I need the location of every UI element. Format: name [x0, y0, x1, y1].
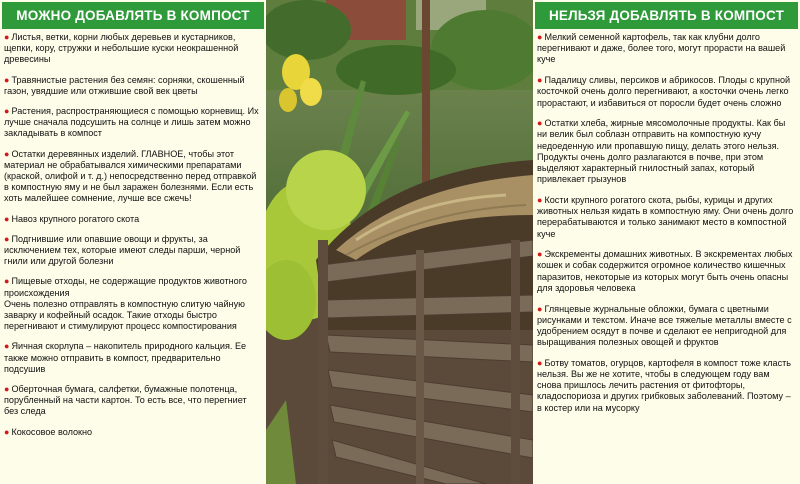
bullet-icon: ●	[537, 75, 543, 86]
allowed-list	[0, 32, 266, 438]
list-item: ● Экскременты домашних животных. В экскрементах любых кошек и собак содержится огромное количество кишечных паразитов, некоторые из которых могут быть очень опасны для здоровья человека	[537, 249, 793, 293]
list-item: ● Подгнившие или опавшие овощи и фрукты, за исключением тех, которые имеют следы парши, черной гнили или другой болезни	[4, 233, 241, 267]
bullet-icon: ●	[4, 426, 10, 437]
compost-heap-photo	[266, 0, 533, 484]
bullet-icon: ●	[4, 148, 10, 159]
list-item: ● Кокосовое волокно	[4, 426, 93, 437]
bullet-icon: ●	[4, 106, 10, 117]
bullet-icon: ●	[537, 32, 543, 42]
allowed-title: МОЖНО ДОБАВЛЯТЬ В КОМПОСТ	[2, 2, 264, 29]
list-item: ● Глянцевые журнальные обложки, бумага с цветными рисунками и текстом. Иначе все тяжелые металлы вместе с удобрением осядут в почве и сделают ее непригодной для выращивания полезных овощей и фруктов	[537, 303, 792, 348]
list-item: ● Падалицу сливы, персиков и абрикосов. Плоды с крупной косточкой очень долго перегнивают, а косточки очень легко прорастают, и избавиться от поросли будет очень сложно	[537, 75, 791, 108]
list-item: ● Яичная скорлупа – накопитель природного кальция. Ее также можно отправить в компост, предварительно подсушив	[4, 341, 247, 374]
list-item: ● Остатки деревянных изделий. ГЛАВНОЕ, чтобы этот материал не обрабатывался химическими препаратами (краской, олифой и т. д.) непосредственно перед отправкой в компостную яму и не был заражен болезнями. Если есть хоть малейшее сомнение, лучше все сжечь!	[4, 148, 257, 204]
bullet-icon: ●	[537, 194, 543, 205]
list-item: ● Растения, распространяющиеся с помощью корневищ. Их лучше сначала подсушить на солнце и лишь затем можно закладывать в компост	[4, 106, 259, 139]
list-item: ● Навоз крупного рогатого скота	[4, 213, 140, 224]
bullet-icon: ●	[537, 357, 543, 368]
list-item: ● Листья, ветки, корни любых деревьев и кустарников, щепки, кору, стружки и небольшие куски неокрашенной древесины	[4, 32, 239, 65]
list-item: ● Мелкий семенной картофель, так как клубни долго перегнивают и даже, более того, могут прорасти на вашей куче	[537, 32, 786, 65]
list-item: ● Кости крупного рогатого скота, рыбы, курицы и других животных нельзя кидать в компостную яму. Они очень долго перерабатываются и только занимают место в компостной куче	[537, 194, 794, 239]
bullet-icon: ●	[4, 74, 10, 85]
list-item: ● Ботву томатов, огурцов, картофеля в компост тоже класть нельзя. Вы же не хотите, чтобы в следующем году вам снова пришлось лечить растения от фитофторы, кладоспориоза и других грибковых заболеваний. Поэтому – в костер или на мусорку	[537, 357, 792, 413]
forbidden-list	[533, 32, 800, 414]
bullet-icon: ●	[537, 249, 543, 260]
list-item: ● Пищевые отходы, не содержащие продуктов животного происхождения Очень полезно отправлять в компостную слитую чайную заварку и кофейный осадок. Такие отходы быстро перегнивают и стимулируют процесс компостирования	[4, 276, 247, 332]
bullet-icon: ●	[4, 233, 10, 244]
bullet-icon: ●	[4, 384, 10, 395]
allowed-panel	[0, 0, 266, 484]
list-item: ● Травянистые растения без семян: сорняки, скошенный газон, увядшие или отжившие свой век цветы	[4, 74, 245, 96]
bullet-icon: ●	[4, 341, 10, 352]
list-item: ● Остатки хлеба, жирные мясомолочные продукты. Как бы ни велик был соблазн отправить на компостную кучу недоеденную или пропавшую пищу, делать этого нельзя. Продукты очень долго разлагаются в почве, при этом выделяют характерный гнилостный запах, который привлекает грызунов	[537, 118, 786, 185]
bullet-icon: ●	[537, 118, 543, 129]
bullet-icon: ●	[4, 213, 10, 224]
forbidden-title: НЕЛЬЗЯ ДОБАВЛЯТЬ В КОМПОСТ	[535, 2, 798, 29]
list-item: ● Оберточная бумага, салфетки, бумажные полотенца, порубленный на части картон. То есть все, что перегниет без следа	[4, 384, 247, 417]
bullet-icon: ●	[4, 276, 10, 287]
bullet-icon: ●	[537, 303, 543, 314]
forbidden-panel	[533, 0, 800, 484]
bullet-icon: ●	[4, 32, 10, 42]
